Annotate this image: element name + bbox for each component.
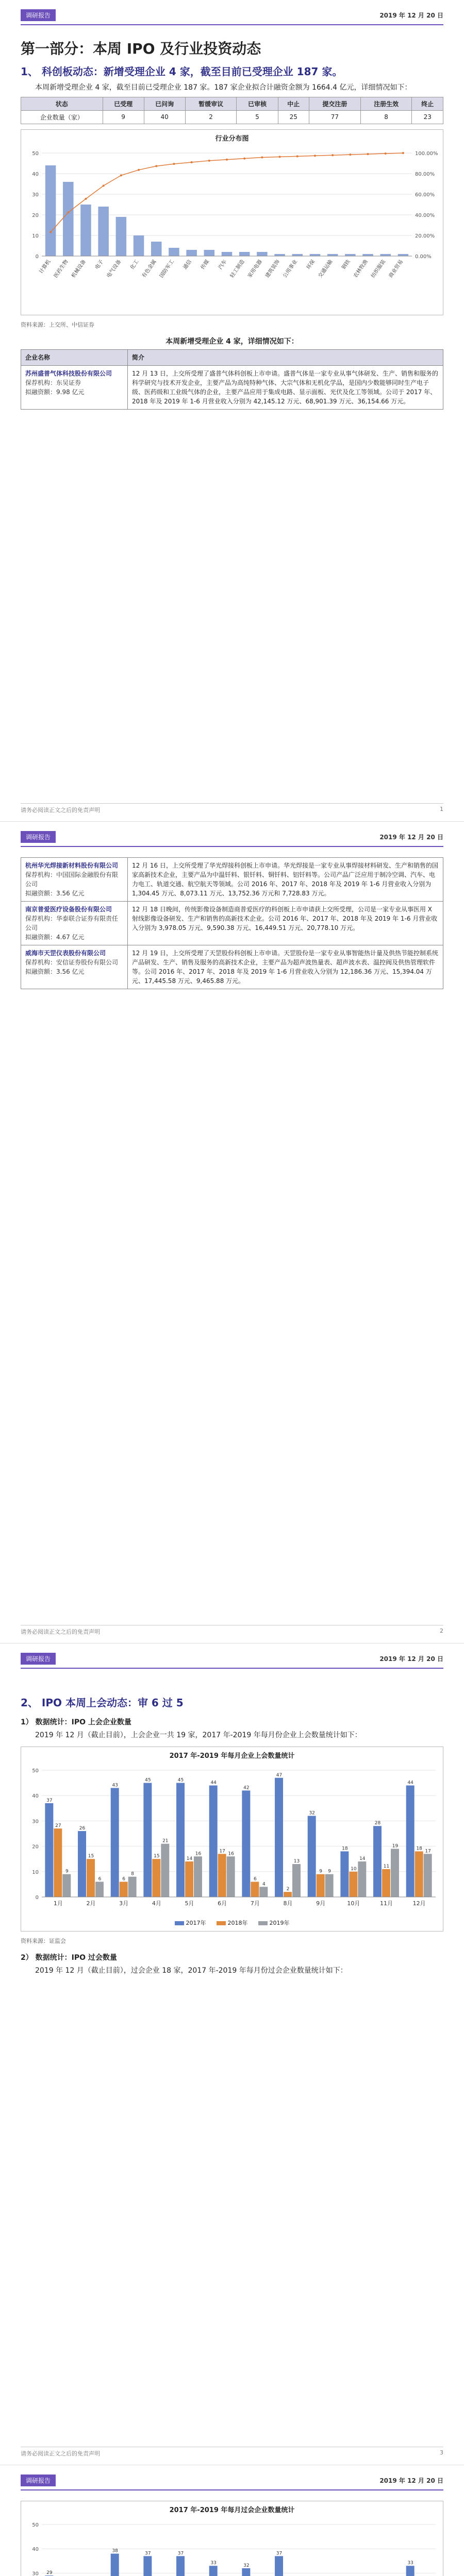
data-label: 21: [162, 1838, 169, 1844]
status-value-cell: 23: [412, 110, 443, 124]
bar: [134, 235, 144, 256]
y-tick-label: 30: [32, 2571, 39, 2576]
bar: [120, 1882, 128, 1897]
cumulative-point: [208, 160, 210, 162]
data-label: 6: [253, 1876, 257, 1882]
x-tick-label: 12月: [412, 1900, 426, 1907]
cumulative-point: [367, 153, 369, 155]
bar: [62, 1874, 71, 1896]
industry-chart-source: 资料来源：上交所、中信证券: [21, 321, 94, 328]
data-label: 6: [122, 1876, 126, 1882]
section-2-title: 2、 IPO 本周上会动态：审 6 过 5: [21, 1697, 184, 1709]
data-label: 15: [88, 1853, 94, 1859]
report-tag: 调研报告: [21, 2475, 56, 2486]
data-label: 32: [243, 2563, 250, 2568]
status-value-cell: 8: [360, 110, 412, 124]
bar: [327, 254, 338, 256]
bar: [185, 1861, 193, 1897]
bar: [424, 1854, 432, 1897]
bar: [349, 1871, 357, 1896]
bar: [292, 254, 303, 256]
report-tag: 调研报告: [21, 1653, 56, 1665]
cumulative-point: [332, 154, 334, 156]
data-label: 44: [407, 1780, 413, 1786]
company-desc: 12 月 18 日晚间，传统影像设备制造商普爱医疗的科创板上市申请获上交所受理，公司是一家专业从事医用 X 射线影像设备研发、生产和销售的高新技术企业。公司 2016 年、2017 年、2018 年及 2019 年 1-6 月营业收入分别为 3,978.05 万元、9,590.38 万元、16,449.51 万元、20,778.10 万元。: [128, 902, 443, 945]
data-label: 6: [98, 1876, 102, 1882]
bar: [111, 1788, 119, 1897]
data-label: 11: [383, 1863, 390, 1869]
page-footer: [21, 2447, 443, 2458]
x-tick-label: 电气设备: [106, 259, 123, 279]
status-header-cell: 提交注册: [309, 97, 361, 110]
bar: [325, 1874, 334, 1896]
legend-item: 2019年: [258, 1919, 290, 1927]
status-value-cell: 2: [185, 110, 237, 124]
bar: [362, 254, 373, 256]
data-label: 2: [286, 1886, 290, 1892]
cumulative-point: [67, 211, 69, 213]
data-label: 17: [219, 1849, 225, 1854]
section-1-title: 1、 科创板动态：新增受理企业 4 家，截至目前已受理企业 187 家。: [21, 65, 343, 78]
x-tick-label: 有色金属: [141, 259, 158, 279]
y-tick-label: 40: [32, 171, 39, 177]
bar: [274, 254, 285, 256]
company-meta: 保荐机构：东吴证券: [25, 379, 81, 386]
x-tick-label: 化工: [129, 259, 140, 270]
sub-1-text: 2019 年 12 月（截止目前），上会企业一共 19 家，2017 年-2019 年每月份企业上会数量统计如下：: [35, 1731, 362, 1739]
status-value-cell: 77: [309, 110, 361, 124]
y-tick-label: 20: [32, 1844, 39, 1850]
status-value-cell: 5: [237, 110, 278, 124]
company-meta: 拟融资额：3.56 亿元: [25, 968, 85, 975]
bar: [218, 1854, 226, 1897]
page-header: [21, 1643, 443, 1669]
x-tick-label: 电子: [94, 259, 105, 270]
status-value-cell: 9: [103, 110, 144, 124]
monthly-meetings-chart: [21, 1747, 443, 1931]
data-label: 8: [131, 1871, 135, 1877]
report-date: 2019 年 12 月 20 日: [379, 834, 443, 841]
bar: [186, 250, 197, 256]
legend-item: 2018年: [217, 1919, 248, 1927]
cumulative-point: [314, 155, 316, 157]
y-tick-label: 0: [35, 253, 39, 260]
cumulative-point: [226, 158, 228, 160]
cumulative-point: [402, 152, 404, 154]
x-tick-label: 轻工制造: [229, 259, 246, 279]
bar: [382, 1869, 390, 1897]
x-tick-label: 钢铁: [341, 259, 352, 270]
approvals-chart-title: 2017 年-2019 年每月过会企业数量统计: [169, 2506, 295, 2514]
bar: [406, 2566, 415, 2576]
table-row: [21, 858, 443, 902]
cumulative-point: [120, 174, 122, 176]
status-header-cell: 注册生效: [360, 97, 412, 110]
bar: [63, 182, 74, 256]
bar: [317, 1874, 325, 1896]
page-footer: [21, 803, 443, 814]
data-label: 19: [392, 1843, 399, 1849]
data-label: 45: [177, 1777, 184, 1783]
company-name: 苏州盛普气体科技股份有限公司: [25, 369, 112, 377]
data-label: 37: [145, 2551, 151, 2556]
new-companies-title: 本周新增受理企业 4 家，详细情况如下：: [165, 337, 299, 346]
bar: [391, 1849, 399, 1896]
report-page-1: [0, 0, 464, 822]
status-value-cell: 40: [144, 110, 185, 124]
report-date: 2019 年 12 月 20 日: [379, 2477, 443, 2484]
bar: [152, 1859, 160, 1897]
x-tick-label: 通信: [182, 259, 193, 270]
bar: [111, 2554, 119, 2576]
data-label: 45: [145, 1777, 151, 1783]
cumulative-point: [85, 198, 87, 200]
y-tick-label: 10: [32, 233, 39, 239]
x-tick-label: 5月: [185, 1900, 194, 1907]
bar: [242, 1790, 250, 1897]
table-row: [21, 902, 443, 945]
x-tick-label: 家用电器: [246, 259, 263, 279]
footer-disclaimer: 请务必阅读正文之后的免责声明: [21, 807, 100, 814]
data-label: 44: [210, 1780, 217, 1786]
x-tick-label: 10月: [347, 1900, 360, 1907]
approvals-chart-svg: [21, 2514, 443, 2576]
bar: [227, 1856, 235, 1897]
bar: [251, 1882, 259, 1897]
cumulative-point: [138, 168, 140, 171]
data-label: 9: [65, 1869, 69, 1874]
page-header: [21, 2465, 443, 2490]
y-tick-label: 30: [32, 192, 39, 198]
bar: [151, 242, 162, 256]
x-tick-label: 4月: [152, 1900, 161, 1907]
y-tick-label: 40: [32, 2547, 39, 2553]
data-label: 37: [276, 2551, 283, 2556]
company-desc: 12 月 13 日，上交所受理了盛普气体科创板上市申请。盛普气体是一家专业从事气体研发、生产、销售和服务的科学研究与技术开发企业，主要产品为高纯特种气体、大宗气体和无机化学品，是国内少数能够同时生产电子级、医药级和工业级气体的企业，主要产品应用于集成电路、显示面板、光伏及化工等领域。公司于 2017 年、2018 年及 2019 年 1-6 月营业收入分别为 42,145.12 万元、68,901.39 万元、36,154.66 万元。: [128, 365, 443, 409]
company-meta: 保荐机构：华泰联合证券有限责任公司: [25, 915, 119, 931]
status-value-cell: 企业数量（家）: [21, 110, 103, 124]
data-label: 15: [154, 1853, 160, 1859]
y2-tick-label: 40.00%: [415, 212, 435, 218]
bar: [358, 1861, 366, 1897]
bar: [398, 254, 409, 256]
cumulative-point: [49, 231, 52, 233]
data-label: 47: [276, 1772, 283, 1778]
y-tick-label: 40: [32, 1793, 39, 1799]
company-meta: 拟融资额：4.67 亿元: [25, 934, 85, 941]
bar: [169, 248, 179, 256]
report-page-3: [0, 1643, 464, 2465]
bar: [308, 1816, 316, 1896]
data-label: 18: [416, 1846, 422, 1852]
y2-tick-label: 80.00%: [415, 171, 435, 177]
status-value-cell: 25: [278, 110, 309, 124]
section-1-text: 本周新增受理企业 4 家，截至目前已受理企业 187 家。187 家企业拟合计融资金额为 1664.4 亿元，详细情况如下：: [35, 83, 412, 92]
industry-chart-title: 行业分布图: [215, 134, 249, 143]
y-tick-label: 0: [35, 1894, 39, 1901]
x-tick-label: 农林牧渔: [353, 259, 369, 279]
y2-tick-label: 20.00%: [415, 233, 435, 239]
company-meta: 保荐机构：安信证券股份有限公司: [25, 959, 119, 966]
bar: [415, 1851, 423, 1897]
data-label: 9: [319, 1869, 323, 1874]
company-desc: 12 月 16 日，上交所受理了华光焊接科创板上市申请。华光焊接是一家专业从事焊接材料研发、生产和销售的国家高新技术企业，主要产品为中温钎料、银钎料、铜钎料、铝钎料等。公司产品广泛应用于制冷空调、汽车、电力电工、轨道交通、航空航天等领域。公司 2016 年、2017 年、2018 年及 2019 年 1-6 月营业收入分别为 1,304.45 万元、8,073.11 万元、13,752.36 万元和 7,728.83 万元。: [128, 858, 443, 902]
new-companies-table-cont: [21, 857, 443, 989]
meetings-chart-title: 2017 年-2019 年每月企业上会数量统计: [169, 1752, 295, 1760]
bar: [275, 1777, 283, 1896]
bar: [78, 1831, 86, 1897]
data-label: 10: [351, 1866, 357, 1872]
x-tick-label: 商业贸易: [388, 259, 405, 279]
bar: [373, 1826, 382, 1897]
bar: [209, 2566, 218, 2576]
x-tick-label: 纺织服装: [370, 259, 387, 279]
bar: [176, 1783, 185, 1896]
bar: [143, 2556, 152, 2576]
report-tag: 调研报告: [21, 9, 56, 21]
x-tick-label: 6月: [218, 1900, 227, 1907]
bar: [239, 252, 250, 256]
y2-tick-label: 0.00%: [415, 253, 432, 260]
company-meta: 拟融资额：3.56 亿元: [25, 890, 85, 897]
bar: [176, 2556, 185, 2576]
bar: [406, 1785, 415, 1896]
page-number: 1: [440, 806, 443, 812]
y-tick-label: 20: [32, 212, 39, 218]
bar: [284, 1892, 292, 1897]
x-tick-label: 计算机: [38, 259, 52, 275]
y-tick-label: 50: [32, 2522, 39, 2528]
y-tick-label: 50: [32, 150, 39, 157]
bar: [259, 1887, 268, 1897]
cumulative-point: [243, 157, 245, 159]
status-header-cell: 已审核: [237, 97, 278, 110]
data-label: 17: [425, 1849, 431, 1854]
cumulative-point: [103, 184, 105, 187]
company-desc: 12 月 19 日，上交所受理了天罡股份科创板上市申请。天罡股份是一家专业从事智能热计量及供热节能控制系统产品研发、生产、销售及服务的高新技术企业，主要产品为超声波热量表、超声波水表、温控阀及供热管理软件等。公司 2016 年、2017 年、2018 年及 2019 年 1-6 月营业收入分别为 12,186.36 万元、15,394.04 万元、17,445.58 万元、9,465.88 万元。: [128, 945, 443, 989]
bar: [222, 252, 233, 256]
data-label: 14: [359, 1856, 366, 1861]
cumulative-point: [155, 165, 157, 167]
data-label: 43: [112, 1783, 118, 1788]
page-number: 2: [440, 1628, 443, 1634]
x-tick-label: 1月: [53, 1900, 63, 1907]
footer-disclaimer: 请务必阅读正文之后的免责声明: [21, 2450, 100, 2457]
x-tick-label: 环保: [305, 259, 317, 270]
x-tick-label: 建筑装饰: [264, 259, 281, 279]
cumulative-point: [296, 155, 299, 157]
x-tick-label: 2月: [86, 1900, 96, 1907]
data-label: 38: [112, 2548, 118, 2554]
cumulative-point: [279, 156, 281, 158]
y2-tick-label: 100.00%: [415, 150, 438, 157]
x-tick-label: 8月: [283, 1900, 293, 1907]
status-header-cell: 已问询: [144, 97, 185, 110]
industry-chart-svg: [21, 143, 443, 313]
status-header-cell: 终止: [412, 97, 443, 110]
report-date: 2019 年 12 月 20 日: [379, 1655, 443, 1663]
data-label: 29: [46, 2570, 53, 2576]
monthly-approvals-chart: [21, 2501, 443, 2576]
cumulative-point: [385, 152, 387, 155]
company-name: 南京普爱医疗设备股份有限公司: [25, 906, 112, 913]
meetings-chart-source: 资料来源：证监会: [21, 1937, 66, 1944]
part-title: 第一部分：本周 IPO 及行业投资动态: [21, 40, 261, 57]
report-page-2: [0, 822, 464, 1643]
page-header: [21, 0, 443, 25]
table-row: [21, 945, 443, 989]
data-label: 28: [374, 1820, 381, 1826]
new-companies-table: [21, 349, 443, 410]
company-meta: 拟融资额：9.98 亿元: [25, 388, 85, 396]
y-tick-label: 50: [32, 1768, 39, 1774]
y2-tick-label: 60.00%: [415, 192, 435, 198]
bar: [340, 1851, 349, 1897]
data-label: 13: [293, 1858, 300, 1864]
industry-chart: [21, 129, 443, 315]
x-tick-label: 医药生物: [53, 259, 70, 279]
status-table: [21, 97, 443, 124]
company-name: 杭州华光焊接新材料股份有限公司: [25, 862, 119, 869]
data-label: 37: [46, 1798, 53, 1803]
bar: [310, 254, 321, 256]
col-company-name: 企业名称: [21, 349, 128, 365]
sub-2-text: 2019 年 12 月（截止目前），过会企业 18 家，2017 年-2019 年每月份过会企业数量统计如下：: [35, 1966, 347, 1975]
report-page-4: [0, 2465, 464, 2576]
cumulative-point: [349, 154, 351, 156]
bar: [292, 1864, 301, 1897]
x-tick-label: 汽车: [217, 259, 228, 270]
x-tick-label: 9月: [316, 1900, 326, 1907]
x-tick-label: 机械设备: [70, 259, 87, 279]
status-header-cell: 状态: [21, 97, 103, 110]
company-meta: 保荐机构：中国国际金融股份有限公司: [25, 871, 119, 888]
col-company-desc: 简介: [128, 349, 443, 365]
bar: [87, 1859, 95, 1897]
bar: [98, 207, 109, 256]
footer-disclaimer: 请务必阅读正文之后的免责声明: [21, 1629, 100, 1635]
cumulative-point: [173, 163, 175, 165]
meetings-chart-legend: [21, 1919, 443, 1927]
meetings-chart-svg: [21, 1760, 443, 1914]
company-name: 威海市天罡仪表股份有限公司: [25, 950, 106, 957]
bar: [80, 205, 91, 256]
bar: [45, 165, 56, 256]
data-label: 4: [262, 1882, 266, 1887]
legend-item: 2017年: [175, 1919, 206, 1927]
bar: [116, 217, 127, 256]
sub-2-title: 2） 数据统计：IPO 过会数量: [21, 1953, 117, 1962]
status-header-cell: 中止: [278, 97, 309, 110]
bar: [161, 1843, 169, 1896]
data-label: 18: [342, 1846, 348, 1852]
bar: [345, 254, 356, 256]
data-label: 16: [228, 1851, 234, 1856]
bar: [380, 254, 391, 256]
data-label: 16: [195, 1851, 202, 1856]
status-header-cell: 暂缓审议: [185, 97, 237, 110]
sub-1-title: 1） 数据统计：IPO 上会企业数量: [21, 1718, 131, 1726]
bar: [209, 1785, 218, 1896]
x-tick-label: 11月: [380, 1900, 393, 1907]
bar: [204, 250, 215, 256]
y-tick-label: 30: [32, 1819, 39, 1825]
x-tick-label: 国防军工: [158, 259, 175, 279]
bar: [275, 2556, 283, 2576]
page-header: [21, 822, 443, 847]
y-tick-label: 10: [32, 1869, 39, 1875]
status-header-cell: 已受理: [103, 97, 144, 110]
x-tick-label: 传媒: [200, 259, 211, 270]
bar: [143, 1783, 152, 1896]
bar: [95, 1882, 104, 1897]
bar: [242, 2568, 250, 2576]
cumulative-point: [261, 156, 263, 158]
data-label: 37: [177, 2551, 184, 2556]
bar: [45, 1803, 53, 1897]
x-tick-label: 交通运输: [317, 259, 334, 279]
data-label: 27: [55, 1823, 61, 1828]
data-label: 33: [210, 2561, 217, 2566]
data-label: 9: [328, 1869, 332, 1874]
data-label: 32: [309, 1810, 315, 1816]
bar: [257, 252, 268, 256]
bar: [194, 1856, 202, 1897]
table-row: [21, 365, 443, 409]
report-date: 2019 年 12 月 20 日: [379, 12, 443, 19]
bar: [54, 1828, 62, 1897]
page-number: 3: [440, 2449, 443, 2456]
data-label: 33: [407, 2561, 413, 2566]
cumulative-point: [191, 161, 193, 163]
data-label: 14: [186, 1856, 193, 1861]
data-label: 26: [79, 1825, 86, 1831]
bar: [128, 1876, 137, 1896]
report-tag: 调研报告: [21, 831, 56, 843]
data-label: 42: [243, 1785, 250, 1791]
page-footer: [21, 1625, 443, 1636]
x-tick-label: 7月: [250, 1900, 260, 1907]
x-tick-label: 3月: [119, 1900, 129, 1907]
x-tick-label: 公用事业: [282, 259, 299, 279]
